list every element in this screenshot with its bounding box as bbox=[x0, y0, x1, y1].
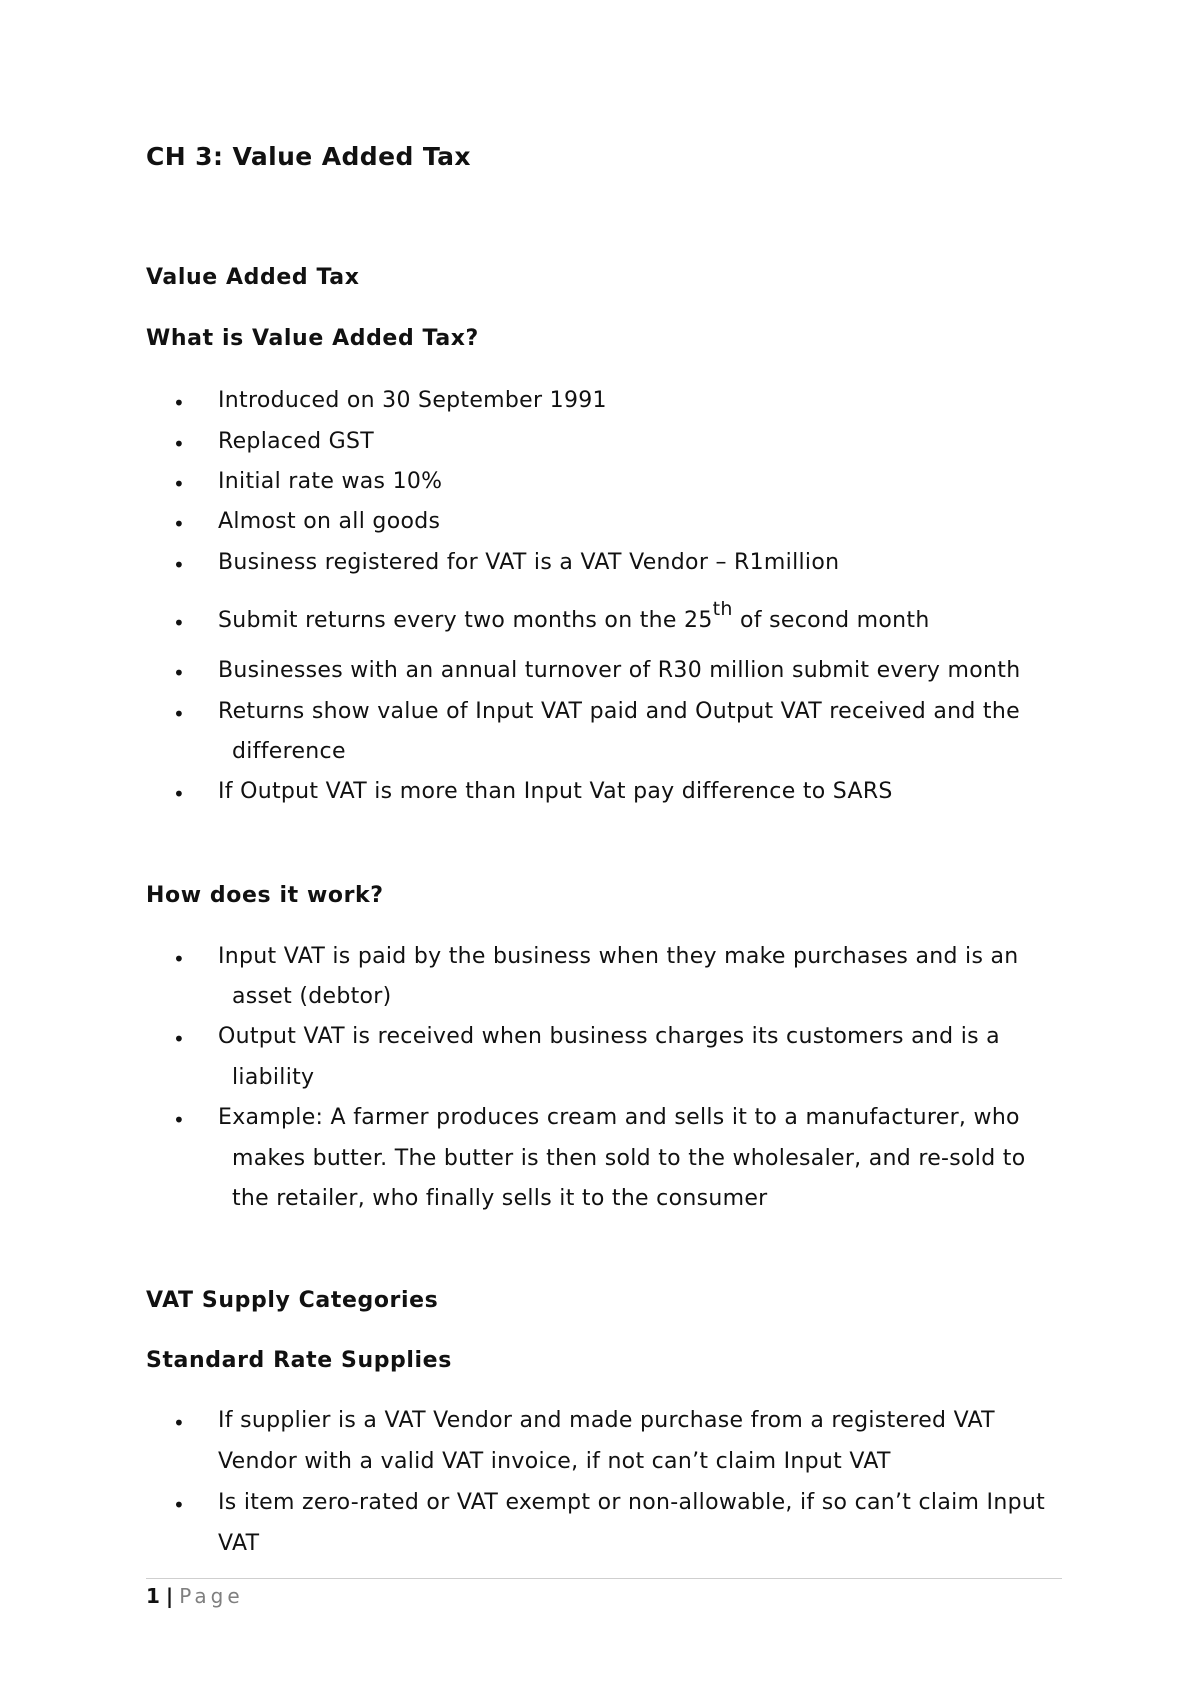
list-item: Initial rate was 10% bbox=[218, 469, 443, 494]
bullet-icon: • bbox=[173, 1411, 185, 1435]
list-item-continuation: the retailer, who finally sells it to the consumer bbox=[232, 1186, 768, 1211]
list-item: Input VAT is paid by the business when they make purchases and is an bbox=[218, 944, 1019, 969]
bullet-icon: • bbox=[173, 1108, 185, 1132]
list-item: If supplier is a VAT Vendor and made purchase from a registered VAT bbox=[218, 1408, 995, 1433]
list-item: If Output VAT is more than Input Vat pay difference to SARS bbox=[218, 779, 893, 804]
list-item: Is item zero-rated or VAT exempt or non-allowable, if so can’t claim Input bbox=[218, 1490, 1046, 1515]
bullet-icon: • bbox=[173, 391, 185, 415]
subheading-what-is-vat: What is Value Added Tax? bbox=[146, 326, 479, 351]
subheading-standard-rate: Standard Rate Supplies bbox=[146, 1348, 452, 1373]
page-number: 1 bbox=[146, 1584, 160, 1608]
bullet-icon: • bbox=[173, 472, 185, 496]
submit-text-b: of second month bbox=[732, 608, 930, 633]
chapter-title: CH 3: Value Added Tax bbox=[146, 142, 471, 171]
subheading-how-it-works: How does it work? bbox=[146, 883, 384, 908]
list-item-continuation: difference bbox=[232, 739, 346, 764]
list-item: Introduced on 30 September 1991 bbox=[218, 388, 607, 413]
section-heading-vat: Value Added Tax bbox=[146, 265, 360, 290]
subheading-supply-categories: VAT Supply Categories bbox=[146, 1288, 439, 1313]
bullet-icon: • bbox=[173, 512, 185, 536]
bullet-icon: • bbox=[173, 661, 185, 685]
list-item: Output VAT is received when business charges its customers and is a bbox=[218, 1024, 1000, 1049]
footer-divider bbox=[146, 1578, 1062, 1579]
bullet-icon: • bbox=[173, 1027, 185, 1051]
bullet-icon: • bbox=[173, 947, 185, 971]
list-item-continuation: makes butter. The butter is then sold to the wholesaler, and re-sold to bbox=[232, 1146, 1026, 1171]
bullet-icon: • bbox=[173, 782, 185, 806]
list-item-continuation: Vendor with a valid VAT invoice, if not can’t claim Input VAT bbox=[218, 1449, 891, 1474]
list-item: Businesses with an annual turnover of R30 million submit every month bbox=[218, 658, 1021, 683]
bullet-icon: • bbox=[173, 432, 185, 456]
list-item: Almost on all goods bbox=[218, 509, 441, 534]
page-footer bbox=[146, 1584, 244, 1608]
bullet-icon: • bbox=[173, 553, 185, 577]
list-item-continuation: asset (debtor) bbox=[232, 984, 392, 1009]
footer-separator: | bbox=[165, 1584, 174, 1608]
list-item: Business registered for VAT is a VAT Vendor – R1million bbox=[218, 550, 840, 575]
list-item: Returns show value of Input VAT paid and Output VAT received and the bbox=[218, 699, 1020, 724]
ordinal-suffix: th bbox=[712, 598, 733, 620]
bullet-icon: • bbox=[173, 1493, 185, 1517]
list-item: Example: A farmer produces cream and sells it to a manufacturer, who bbox=[218, 1105, 1020, 1130]
submit-text-a: Submit returns every two months on the 25 bbox=[218, 608, 713, 633]
list-item-submit-returns bbox=[218, 598, 930, 634]
list-item-continuation: VAT bbox=[218, 1531, 260, 1556]
page-label: Page bbox=[179, 1584, 244, 1608]
bullet-icon: • bbox=[173, 702, 185, 726]
list-item-continuation: liability bbox=[232, 1065, 315, 1090]
bullet-icon: • bbox=[173, 611, 185, 635]
list-item: Replaced GST bbox=[218, 429, 375, 454]
